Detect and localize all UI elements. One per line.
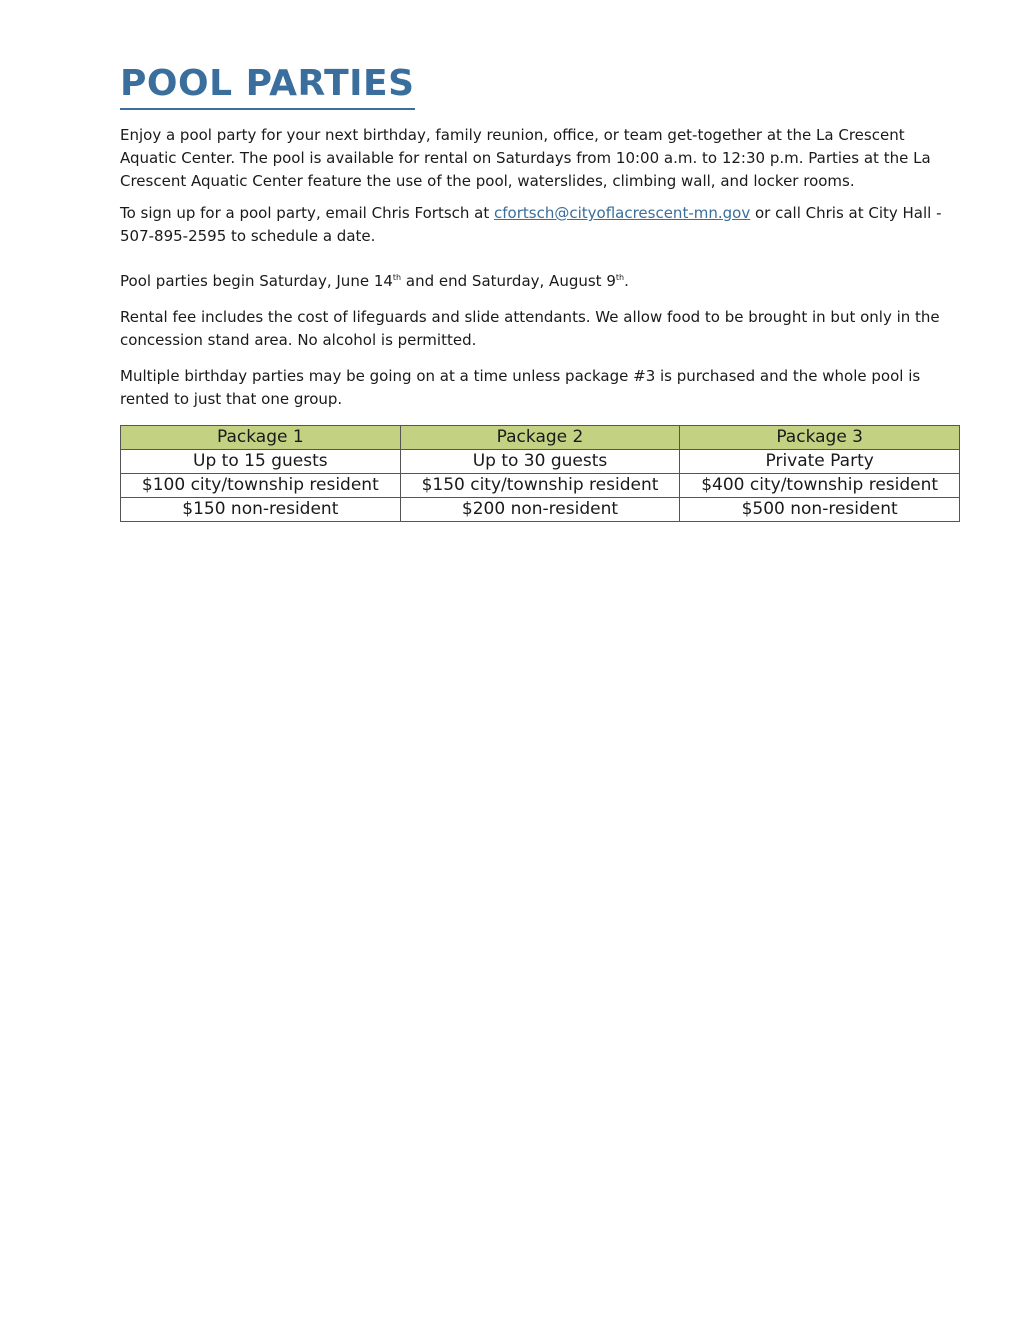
table-row bbox=[121, 498, 960, 522]
table-cell: $100 city/township resident bbox=[121, 474, 401, 498]
dates-text-end: and end Saturday, August 9 bbox=[401, 272, 616, 290]
dates-text-period: . bbox=[624, 272, 629, 290]
table-header-cell: Package 1 bbox=[121, 426, 401, 450]
dates-paragraph bbox=[120, 270, 960, 293]
table-cell: $200 non-resident bbox=[400, 498, 680, 522]
table-row bbox=[121, 450, 960, 474]
table-cell: Up to 30 guests bbox=[400, 450, 680, 474]
table-cell: $150 non-resident bbox=[121, 498, 401, 522]
table-cell: $400 city/township resident bbox=[680, 474, 960, 498]
dates-sup-start: th bbox=[392, 273, 402, 282]
dates-text-start: Pool parties begin Saturday, June 14 bbox=[120, 272, 393, 290]
email-link[interactable]: cfortsch@cityoflacrescent-mn.gov bbox=[494, 204, 751, 222]
multiple-parties-paragraph: Multiple birthday parties may be going on at a time unless package #3 is purchased and the whole pool is rented to just that one group. bbox=[120, 367, 921, 408]
table-header-cell: Package 2 bbox=[400, 426, 680, 450]
dates-sup-end: th bbox=[615, 273, 625, 282]
table-cell: $150 city/township resident bbox=[400, 474, 680, 498]
rental-fee-paragraph: Rental fee includes the cost of lifeguards and slide attendants. We allow food to be brought in but only in the concession stand area. No alcohol is permitted. bbox=[120, 308, 940, 349]
table-header-cell: Package 3 bbox=[680, 426, 960, 450]
table-row bbox=[121, 474, 960, 498]
signup-text-after: or call Chris at City Hall - 507-895-2595 to schedule a date. bbox=[120, 204, 942, 245]
table-cell: Private Party bbox=[680, 450, 960, 474]
table-cell: $500 non-resident bbox=[680, 498, 960, 522]
page-title: POOL PARTIES bbox=[120, 60, 415, 110]
table-header-row bbox=[121, 426, 960, 450]
signup-paragraph bbox=[120, 202, 960, 248]
package-table bbox=[120, 425, 960, 522]
document-page bbox=[120, 60, 960, 522]
table-cell: Up to 15 guests bbox=[121, 450, 401, 474]
signup-text-before: To sign up for a pool party, email Chris Fortsch at bbox=[120, 204, 495, 222]
intro-paragraph: Enjoy a pool party for your next birthday, family reunion, office, or team get-together at the La Crescent Aquatic Center. The pool is available for rental on Saturdays from 10:00 a.m. to 12:30 p.m. Parties at the La Crescent Aquatic Center feature the use of the pool, waterslides, climbing wall, and locker rooms. bbox=[120, 126, 931, 190]
